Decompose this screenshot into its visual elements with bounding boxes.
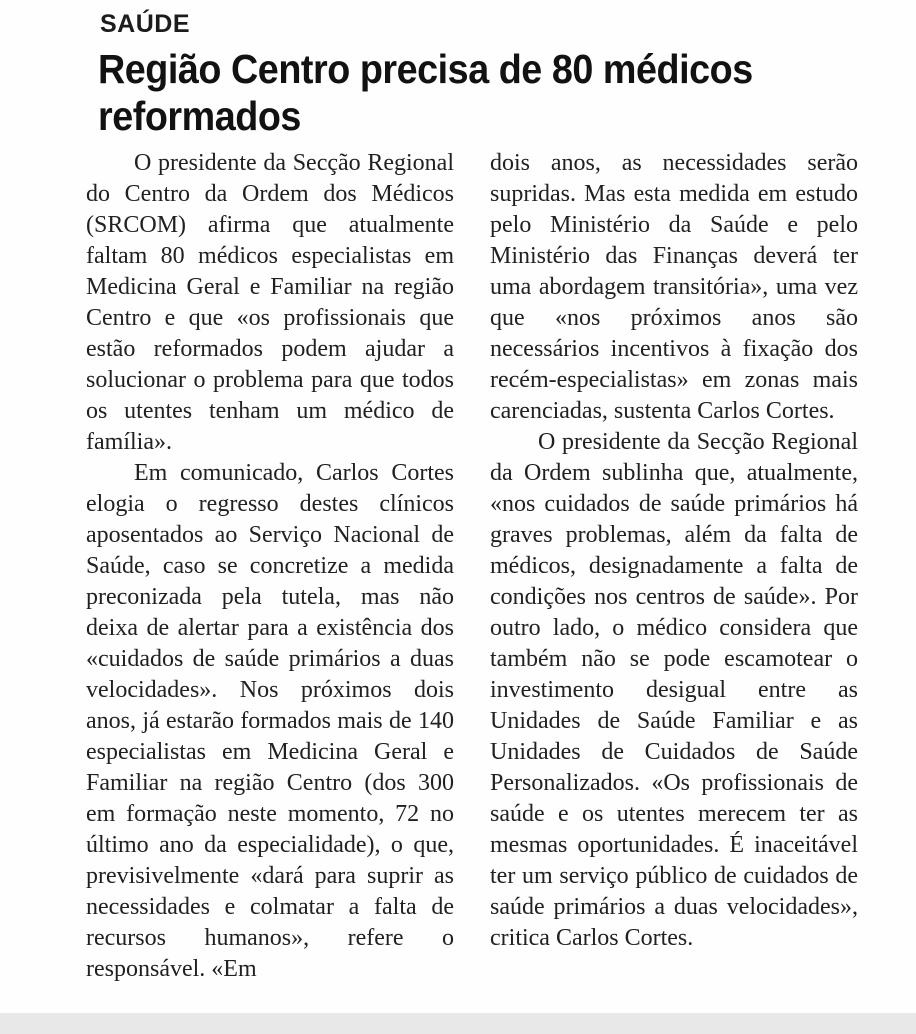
article-column-left <box>86 148 454 1020</box>
headline-line-2: reformados <box>98 93 301 139</box>
article-paragraph: Em comunicado, Carlos Cortes elogia o regresso destes clínicos aposentados ao Serviço Nacional de Saúde, caso se concretize a medida preconizada pela tutela, mas não deixa de alertar para a existência dos «cuidados de saúde primários a duas velocidades». Nos próximos dois anos, já estarão formados mais de 140 especialistas em Medicina Geral e Familiar na região Centro (dos 300 em formação neste momento, 72 no último ano da especialidade), o que, previsivelmente «dará para suprir as necessidades e colmatar a falta de recursos humanos», refere o responsável. «Em <box>86 460 454 982</box>
section-kicker: SAÚDE <box>100 10 191 38</box>
article-column-right <box>490 148 858 1020</box>
article-paragraph: dois anos, as necessidades serão supridas. Mas esta medida em estudo pelo Ministério da Saúde e pelo Ministério das Finanças deverá ter uma abordagem transitória», uma vez que «nos próximos anos são necessários incentivos à fixação dos recém-especialistas» em zonas mais carenciadas, sustenta Carlos Cortes. <box>490 150 858 424</box>
article-body <box>86 148 858 1020</box>
article-paragraph: O presidente da Secção Regional da Ordem sublinha que, atualmente, «nos cuidados de saúde primários há graves problemas, além da falta de médicos, designadamente a falta de condições nos centros de saúde». Por outro lado, o médico considera que também não se pode escamotear o investimento desigual entre as Unidades de Saúde Familiar e as Unidades de Cuidados de Saúde Personalizados. «Os profissionais de saúde e os utentes merecem ter as mesmas oportunidades. É inaceitável ter um serviço público de cuidados de saúde primários a duas velocidades», critica Carlos Cortes. <box>490 429 858 951</box>
article-headline <box>98 46 779 140</box>
article-paragraph: O presidente da Secção Regional do Centro da Ordem dos Médicos (SRCOM) afirma que atualmente faltam 80 médicos especialistas em Medicina Geral e Familiar na região Centro e que «os profissionais que estão reformados podem ajudar a solucionar o problema para que todos os utentes tenham um médico de família». <box>86 150 454 455</box>
scanner-edge-strip <box>0 1013 916 1034</box>
headline-line-1: Região Centro precisa de 80 médicos <box>98 46 753 92</box>
